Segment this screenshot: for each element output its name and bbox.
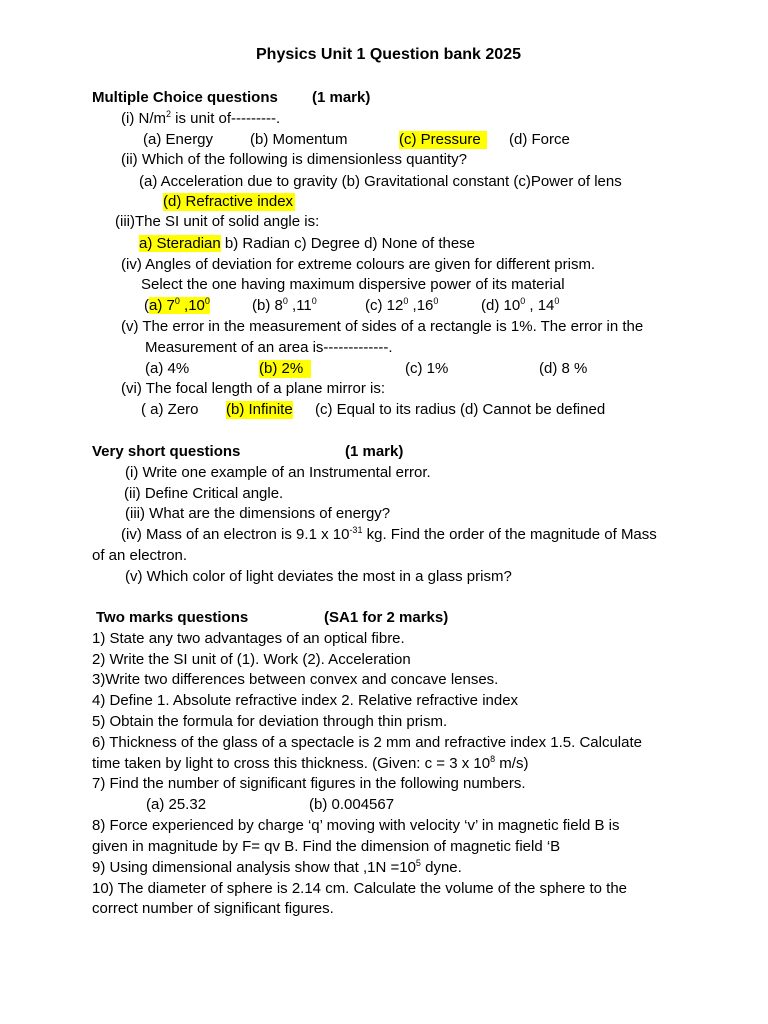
- vsq-heading: Very short questions: [92, 443, 241, 460]
- tmq-q6-line2: time taken by light to cross this thickness. (Given: c = 3 x $10^8$ m/s): [92, 754, 529, 772]
- tmq-q3: 3)Write two differences between convex and concave lenses.: [92, 671, 499, 688]
- vsq-q4-continued: of an electron.: [92, 547, 188, 564]
- mcq-q5-option-d: (d) 8 %: [539, 360, 588, 377]
- tmq-q6-line1: 6) Thickness of the glass of a spectacle is 2 mm and refractive index 1.5. Calculate: [92, 734, 642, 751]
- tmq-heading: Two marks questions: [96, 609, 249, 626]
- tmq-marks: (SA1 for 2 marks): [324, 609, 449, 626]
- mcq-q6-option-b-answer: (b) Infinite: [226, 401, 293, 418]
- mcq-q4-option-a-paren: (: [144, 297, 149, 314]
- mcq-q2-option-d-answer: (d) Refractive index: [163, 193, 294, 210]
- tmq-q7-option-b: (b) 0.004567: [309, 796, 395, 813]
- mcq-q4-option-a-answer: a) $7^0$ $,10^0$: [149, 296, 210, 314]
- mcq-q5-question-line1: (v) The error in the measurement of sides of a rectangle is 1%. The error in the: [121, 318, 644, 335]
- tmq-q10-line2: correct number of significant figures.: [92, 900, 334, 917]
- mcq-q1-option-c-answer: (c) Pressure: [399, 131, 487, 149]
- mcq-q1-option-d: (d) Force: [509, 131, 570, 148]
- mcq-q6-option-a: ( a) Zero: [141, 401, 199, 418]
- tmq-q4: 4) Define 1. Absolute refractive index 2. Relative refractive index: [92, 692, 519, 709]
- page-title: Physics Unit 1 Question bank 2025: [256, 46, 521, 63]
- tmq-q8-line1: 8) Force experienced by charge ‘q’ moving with velocity ‘v’ in magnetic field B is: [92, 817, 620, 834]
- mcq-q4-option-c: (c) $12^0$ $,16^0$: [365, 296, 439, 314]
- tmq-q8-line2: given in magnitude by F= qv B. Find the dimension of magnetic field ‘B: [92, 838, 561, 855]
- mcq-q1-option-b: (b) Momentum: [250, 131, 348, 148]
- mcq-q5-option-a: (a) 4%: [145, 360, 190, 377]
- mcq-q3-options: [139, 235, 475, 253]
- mcq-q5-question-line2: Measurement of an area is-------------.: [145, 339, 393, 356]
- mcq-q5-option-c: (c) 1%: [405, 360, 449, 377]
- tmq-q7-option-a: (a) 25.32: [146, 796, 207, 813]
- mcq-q2-question: (ii) Which of the following is dimensionless quantity?: [121, 151, 467, 168]
- tmq-q7: 7) Find the number of significant figures in the following numbers.: [92, 775, 526, 792]
- mcq-q1-pre: (i) N/m: [121, 110, 166, 127]
- tmq-q9: 9) Using dimensional analysis show that $,1N =10^5$ dyne.: [92, 858, 462, 876]
- mcq-q1-post: is unit of---------.: [171, 110, 281, 127]
- mcq-q3-option-a-answer: a) Steradian: [139, 235, 221, 252]
- mcq-q1-option-a: (a) Energy: [143, 131, 214, 148]
- vsq-q2: (ii) Define Critical angle.: [124, 485, 284, 502]
- mcq-q5-option-b-answer: (b) 2%: [259, 360, 311, 378]
- mcq-q4-option-a: [144, 297, 210, 315]
- mcq-q6-options-rest: (c) Equal to its radius (d) Cannot be defined: [315, 401, 606, 418]
- mcq-q3-question: (iii)The SI unit of solid angle is:: [115, 213, 320, 230]
- mcq-q6-question: (vi) The focal length of a plane mirror is:: [121, 380, 386, 397]
- mcq-q4-option-b: (b) $8^0$ $,11^0$: [252, 296, 317, 314]
- mcq-q1-question: [121, 110, 280, 128]
- vsq-q5: (v) Which color of light deviates the most in a glass prism?: [125, 568, 512, 585]
- mcq-q4-question-line1: (iv) Angles of deviation for extreme colours are given for different prism.: [121, 256, 596, 273]
- tmq-q10-line1: 10) The diameter of sphere is 2.14 cm. Calculate the volume of the sphere to the: [92, 880, 628, 897]
- mcq-q2-options: (a) Acceleration due to gravity (b) Gravitational constant (c)Power of lens: [139, 173, 622, 190]
- tmq-q2: 2) Write the SI unit of (1). Work (2). Acceleration: [92, 651, 411, 668]
- mcq-heading: Multiple Choice questions: [92, 89, 278, 106]
- vsq-q1: (i) Write one example of an Instrumental error.: [125, 464, 431, 481]
- vsq-q3: (iii) What are the dimensions of energy?: [125, 505, 391, 522]
- vsq-marks: (1 mark): [345, 443, 404, 460]
- mcq-q4-option-d: (d) $10^0$ , $14^0$: [481, 296, 560, 314]
- vsq-q4: (iv) Mass of an electron is 9.1 x $10^{-31}$ kg. Find the order of the magnitude of Mass: [121, 525, 657, 543]
- mcq-q1-sup: 2: [166, 109, 172, 119]
- mcq-q3-options-rest: b) Radian c) Degree d) None of these: [220, 235, 476, 252]
- tmq-q5: 5) Obtain the formula for deviation through thin prism.: [92, 713, 448, 730]
- tmq-q1: 1) State any two advantages of an optical fibre.: [92, 630, 405, 647]
- mcq-q4-question-line2: Select the one having maximum dispersive power of its material: [141, 276, 565, 293]
- mcq-marks: (1 mark): [312, 89, 371, 106]
